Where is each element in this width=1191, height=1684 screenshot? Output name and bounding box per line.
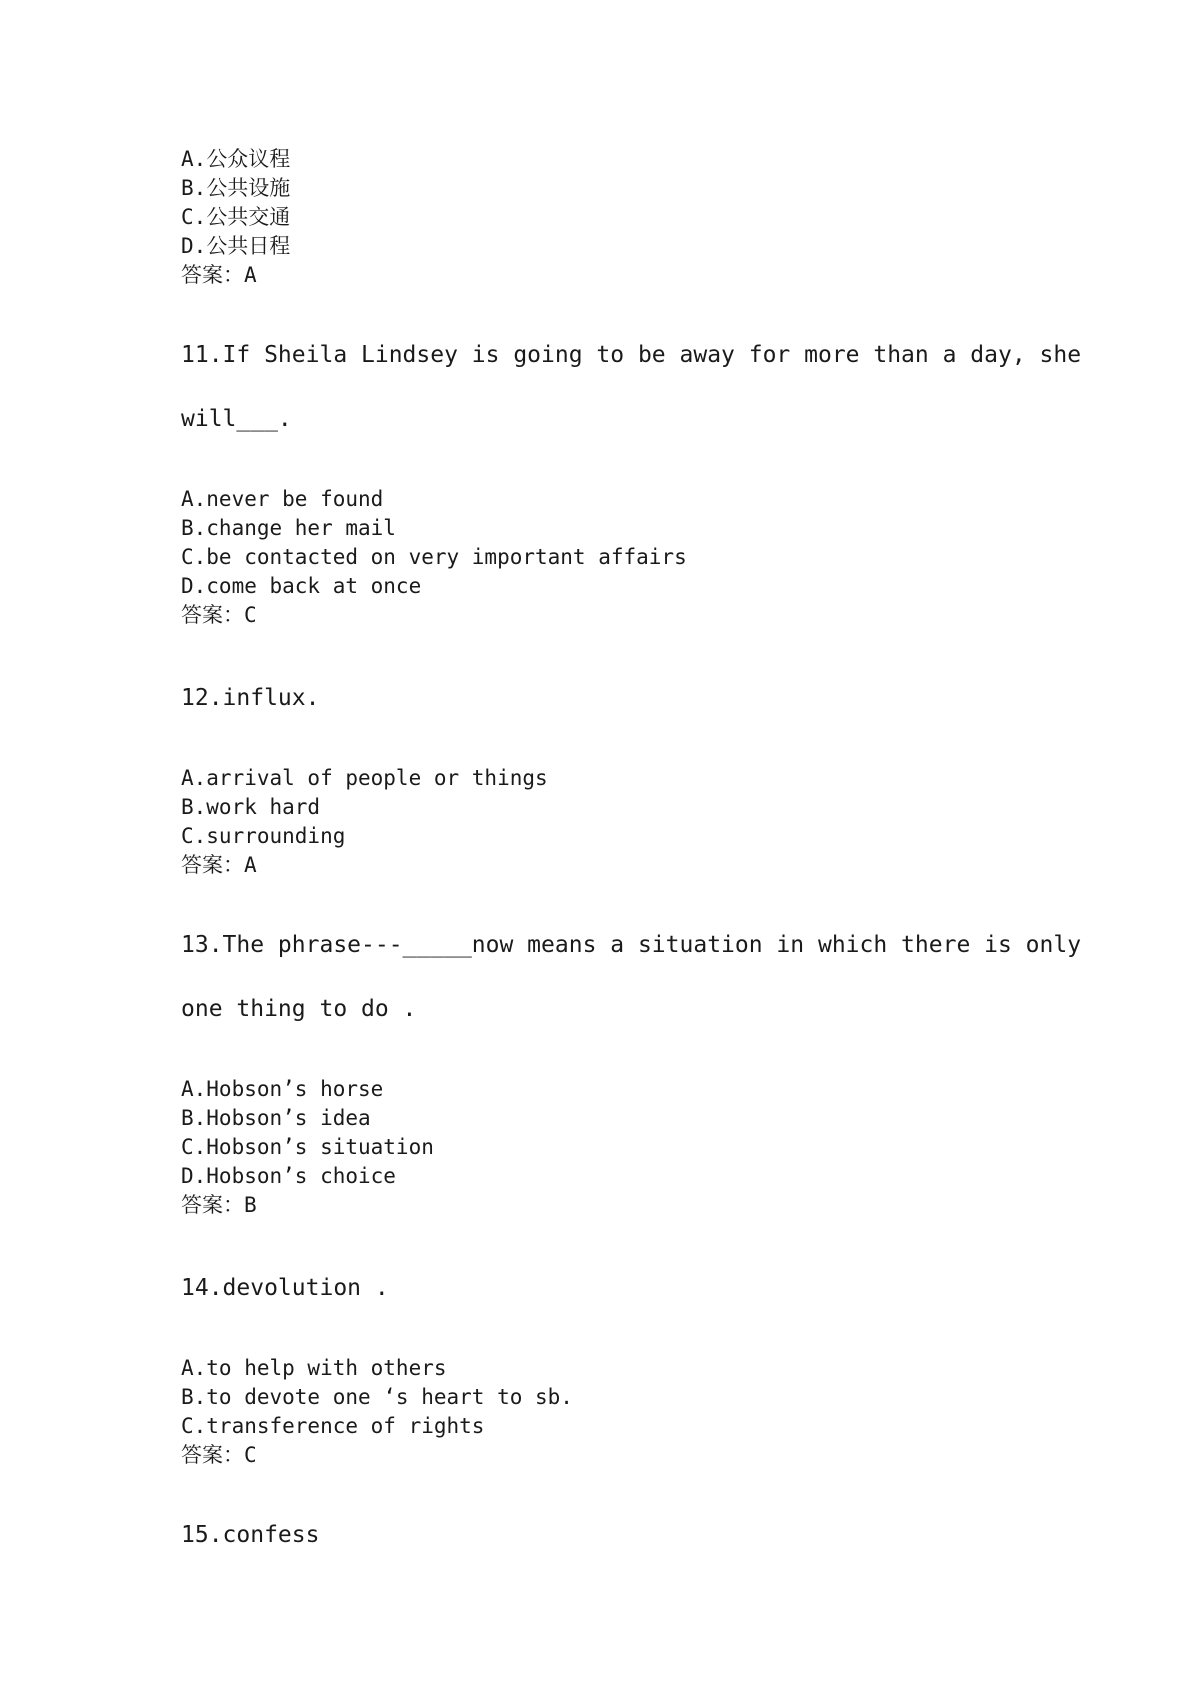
q11-stem-line2: will___. <box>181 406 292 432</box>
q11-answer <box>181 601 257 629</box>
q13-option-a: A.Hobson’s horse <box>181 1077 384 1101</box>
q10-option-d: D.公共日程 <box>181 234 291 258</box>
q13-answer-label: 答案： <box>181 1193 244 1217</box>
q11-option-a: A.never be found <box>181 487 384 511</box>
q11-option-c: C.be contacted on very important affairs <box>181 545 687 569</box>
q12-stem-line1: 12.influx. <box>181 685 320 711</box>
q14-option-c: C.transference of rights <box>181 1414 485 1438</box>
q11-option-b: B.change her mail <box>181 516 396 540</box>
q15-stem-line1: 15.confess <box>181 1522 320 1548</box>
q11-option-d: D.come back at once <box>181 574 422 598</box>
q13-option-d: D.Hobson’s choice <box>181 1164 396 1188</box>
q12-answer <box>181 851 257 879</box>
q14-option-b: B.to devote one ‘s heart to sb. <box>181 1385 573 1409</box>
q13-answer <box>181 1191 257 1219</box>
q10-option-b: B.公共设施 <box>181 176 291 200</box>
q14-answer <box>181 1441 257 1469</box>
q12-option-c: C.surrounding <box>181 824 346 848</box>
q12-answer-label: 答案： <box>181 853 244 877</box>
q12-answer-value: A <box>244 853 257 877</box>
q12-option-a: A.arrival of people or things <box>181 766 548 790</box>
q13-option-c: C.Hobson’s situation <box>181 1135 434 1159</box>
q13-answer-value: B <box>244 1193 257 1217</box>
q13-stem-line1: 13.The phrase---_____now means a situation in which there is only <box>181 932 1082 958</box>
q10-option-c: C.公共交通 <box>181 205 291 229</box>
q14-answer-value: C <box>244 1443 257 1467</box>
q11-answer-value: C <box>244 603 257 627</box>
q13-stem-line2: one thing to do . <box>181 996 417 1022</box>
q10-option-a: A.公众议程 <box>181 147 291 171</box>
q14-stem-line1: 14.devolution . <box>181 1275 389 1301</box>
q10-answer-label: 答案： <box>181 263 244 287</box>
q10-answer <box>181 261 257 289</box>
q14-option-a: A.to help with others <box>181 1356 447 1380</box>
q10-answer-value: A <box>244 263 257 287</box>
q13-option-b: B.Hobson’s idea <box>181 1106 371 1130</box>
q12-option-b: B.work hard <box>181 795 321 819</box>
q14-answer-label: 答案： <box>181 1443 244 1467</box>
q11-answer-label: 答案： <box>181 603 244 627</box>
q11-stem-line1: 11.If Sheila Lindsey is going to be away for more than a day, she <box>181 342 1082 368</box>
